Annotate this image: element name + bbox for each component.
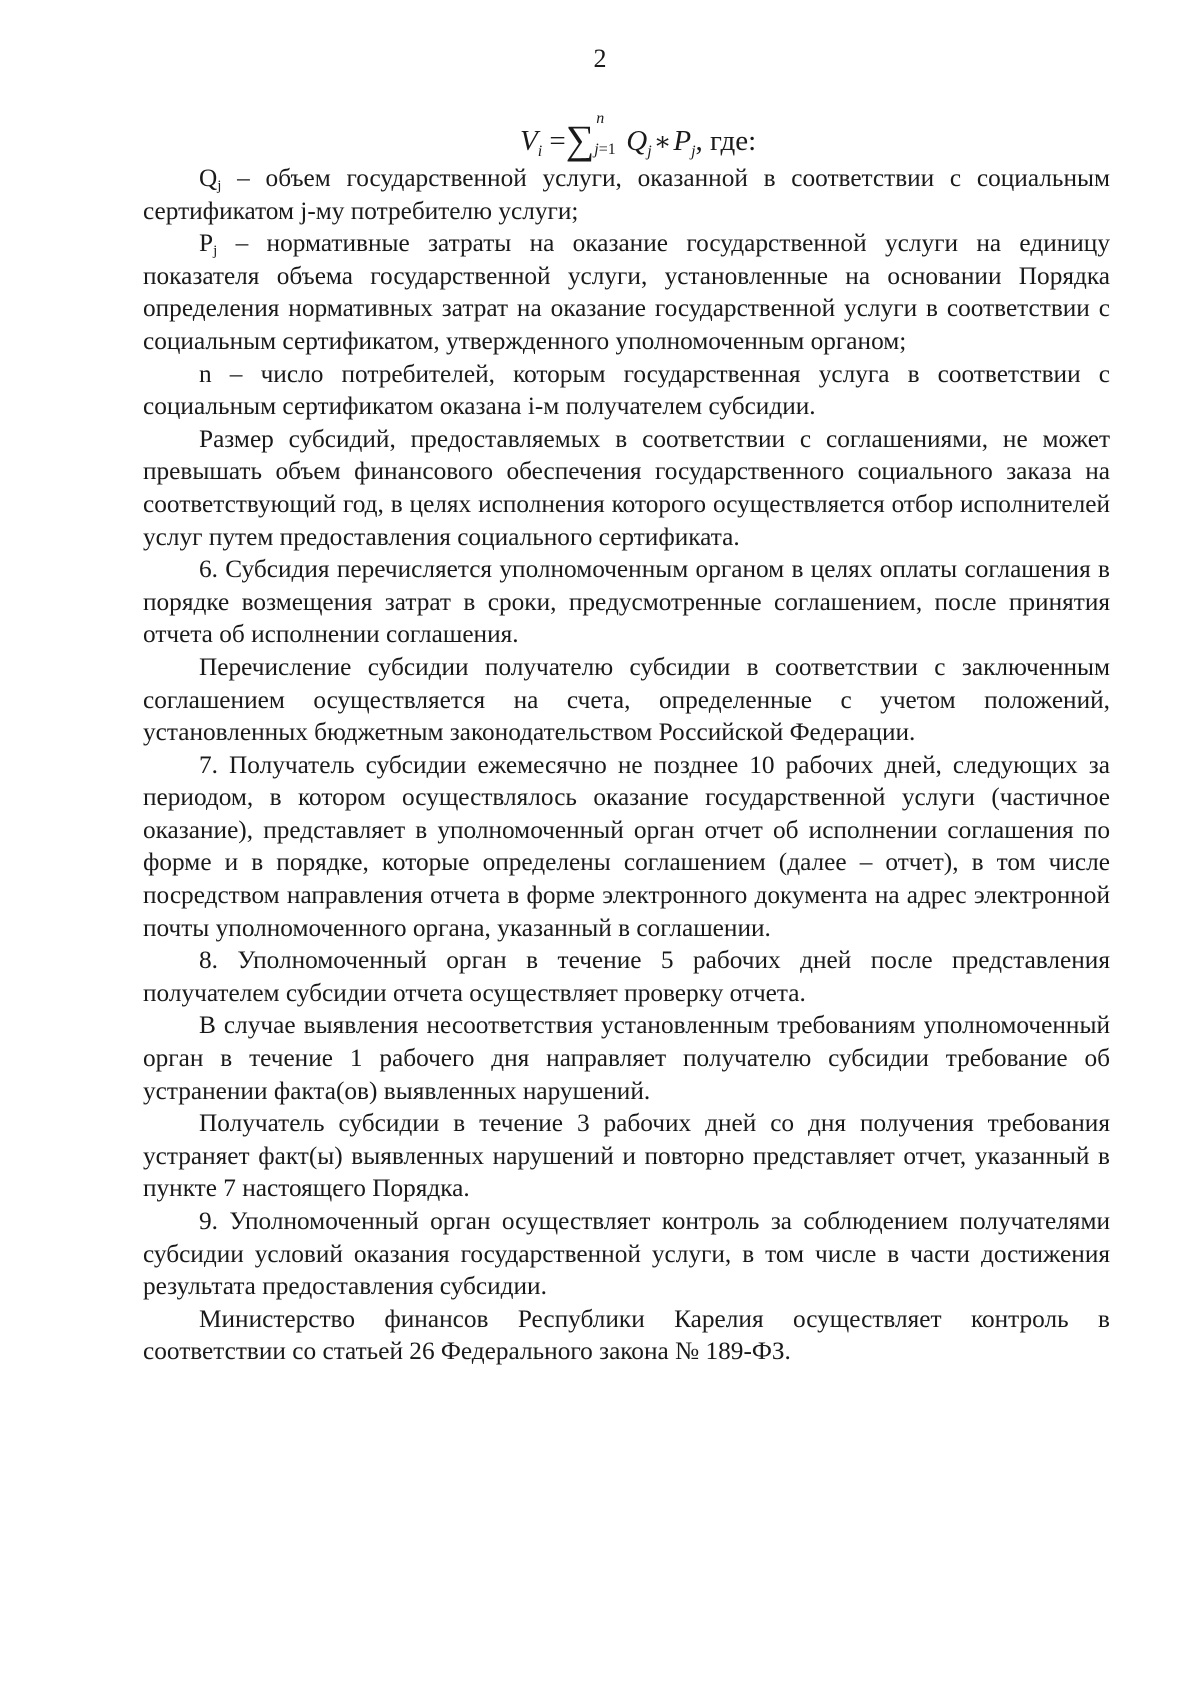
formula-limits [592,112,626,162]
formula-tail: , где: [695,125,757,157]
paragraph-item-7: 7. Получатель субсидии ежемесячно не позднее 10 рабочих дней, следующих за периодом, в котором осуществлялось оказание государственной услуги (частичное оказание), представляет в уполномоченный орган отчет об исполнении соглашения по форме и в порядке, которые определены соглашением (далее – отчет), в том числе посредством направления отчета в форме электронного документа на адрес электронной почты уполномоченного органа, указанный в соглашении. [143,750,1110,942]
qj-symbol: Q [199,164,218,192]
paragraph-remedy: Получатель субсидии в течение 3 рабочих дней со дня получения требования устраняет факт(ы) выявленных нарушений и повторно представляет отчет, указанный в пункте 7 настоящего Порядка. [143,1109,1110,1203]
formula-lhs: V [520,125,538,157]
paragraph-transfer: Перечисление субсидии получателю субсидии в соответствии с заключенным соглашением осуществляется на счета, определенные с учетом положений, установленных бюджетным законодательством Российской Федерации. [143,652,1110,747]
paragraph-ministry-control: Министерство финансов Республики Карелия осуществляет контроль в соответствии со статьей 26 Федерального закона № 189-ФЗ. [143,1304,1110,1366]
paragraph-pj-definition [143,227,1110,357]
qj-index: j [217,178,222,194]
pj-index: j [213,243,218,260]
pj-symbol: P [199,229,214,258]
page-number: 2 [593,44,607,73]
formula [520,112,756,162]
paragraph-item-9: 9. Уполномоченный орган осуществляет контроль за соблюдением получателями субсидии условий оказания государственной услуги, в том числе в части достижения результата предоставления субсидии. [143,1207,1110,1301]
paragraph-subsidy-size: Размер субсидий, предоставляемых в соответствии с соглашениями, не может превышать объем финансового обеспечения государственного социального заказа на соответствующий год, в целях исполнения которого осуществляется отбор исполнителей услуг путем предоставления социального сертификата. [143,424,1110,551]
formula-lower-limit-var: j [594,141,599,158]
paragraph-qj-definition [143,162,1110,227]
formula-lhs-index: i [537,143,543,160]
pj-text: – нормативные затраты на оказание государственной услуги на единицу показателя объема государственной услуги, установленные на основании Порядка определения нормативных затрат на оказание государственной услуги в соответствии с социальным сертификатом, утвержденного уполномоченным органом; [143,229,1110,355]
formula-p: P [673,125,692,157]
paragraph-nonconformity: В случае выявления несоответствия установленным требованиям уполномоченный орган в течение 1 рабочего дня направляет получателю субсидии требование об устранении факта(ов) выявленных нарушений. [143,1011,1110,1105]
paragraph-n-definition: n – число потребителей, которым государственная услуга в соответствии с социальным сертификатом оказана i-м получателем субсидии. [143,359,1110,421]
qj-text: – объем государственной услуги, оказанной в соответствии с социальным сертификатом j-му потребителю услуги; [143,164,1110,225]
formula-upper-limit: n [596,110,605,127]
paragraph-item-6: 6. Субсидия перечисляется уполномоченным органом в целях оплаты соглашения в порядке возмещения затрат в сроки, предусмотренные соглашением, после принятия отчета об исполнении соглашения. [143,555,1110,649]
paragraph-item-8: 8. Уполномоченный орган в течение 5 рабочих дней после представления получателем субсидии отчета осуществляет проверку отчета. [143,946,1110,1007]
formula-q-index: j [647,143,652,160]
formula-q: Q [626,125,648,157]
formula-lower-limit [594,140,615,160]
formula-sigma: ∑ [565,117,595,162]
formula-equals: = [549,125,566,157]
formula-times: ∗ [653,127,672,156]
formula-p-index: j [691,143,696,160]
body-text [143,162,1110,1368]
formula-lower-limit-rest: =1 [598,141,616,158]
